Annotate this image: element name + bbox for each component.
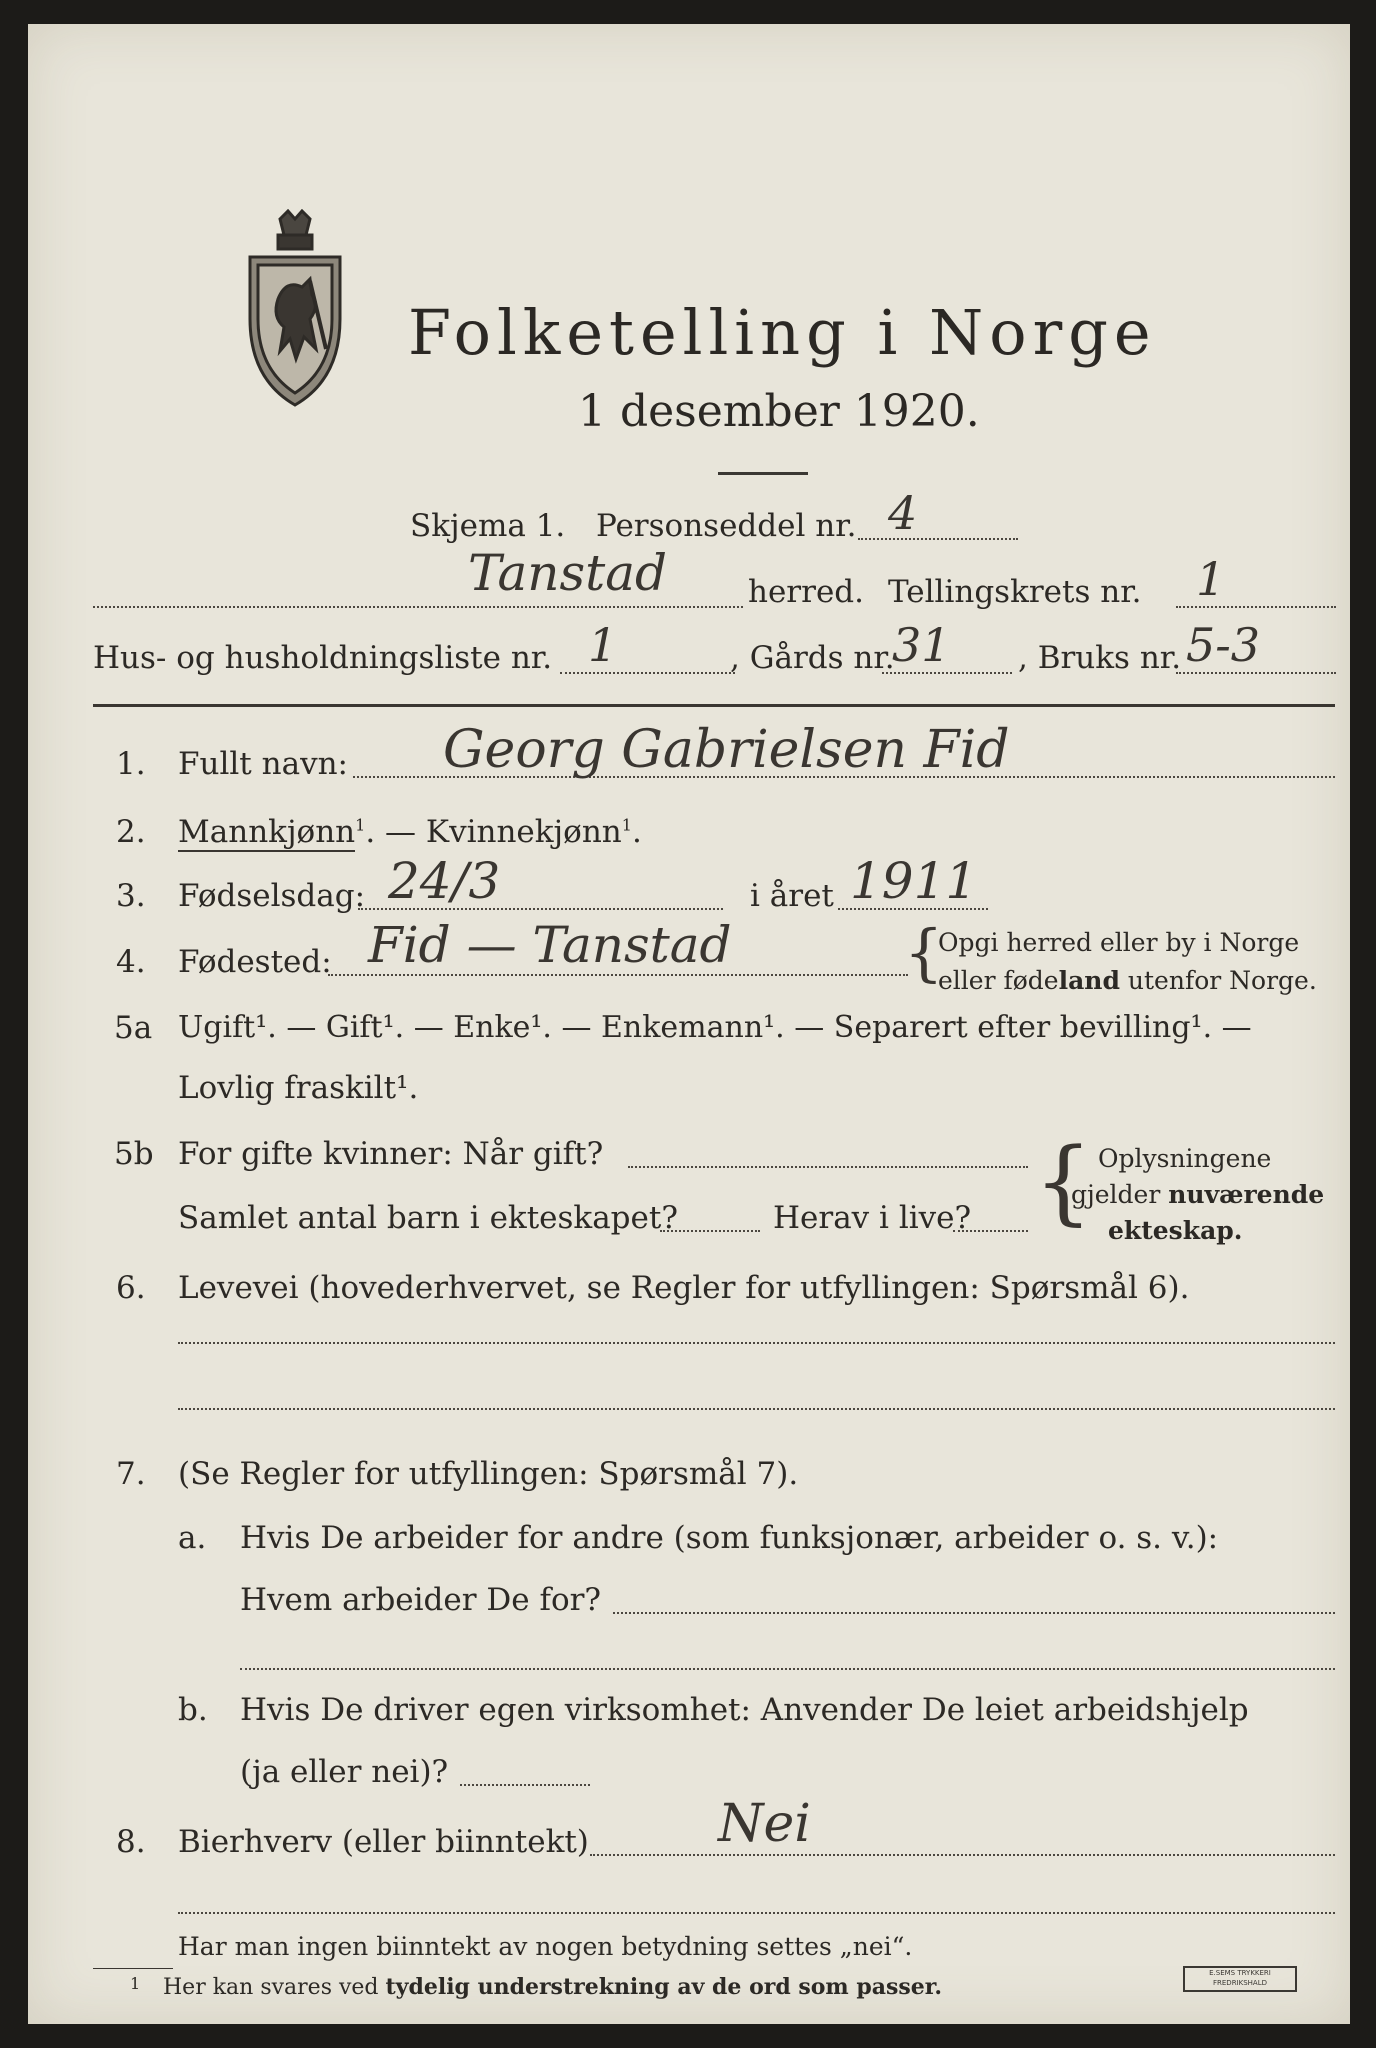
q7b-label: Hvis De driver egen virksomhet: Anvender De leiet arbeidshjelp (240, 1692, 1249, 1728)
bruks-value[interactable]: 5-3 (1186, 618, 1261, 672)
schema-label: Skjema 1. (410, 508, 566, 544)
q5b-number: 5b (114, 1136, 154, 1172)
q5b-married-label: For gifte kvinner: Når gift? (178, 1136, 604, 1172)
q7-label: (Se Regler for utfyllingen: Spørsmål 7). (178, 1456, 799, 1492)
q3-year-value[interactable]: 1911 (850, 852, 978, 910)
q5b-children-label: Samlet antal barn i ekteskapet? (178, 1200, 678, 1236)
q4-brace: { (904, 916, 944, 989)
page-title: Folketelling i Norge (408, 296, 1157, 369)
tellingskrets-label: Tellingskrets nr. (888, 574, 1142, 610)
q3-label: Fødselsdag: (178, 878, 366, 914)
q2-female-option[interactable]: Kvinnekjønn (425, 814, 622, 850)
herred-value[interactable]: Tanstad (468, 544, 668, 602)
q8-label: Bierhverv (eller biinntekt) (178, 1824, 589, 1860)
q8-answer-line-2[interactable] (178, 1912, 1335, 1914)
q5b-alive-label: Herav i live? (773, 1200, 972, 1236)
header-separator (93, 704, 1335, 707)
q3-number: 3. (116, 878, 146, 914)
q5b-married-line (628, 1166, 1028, 1168)
q5a-number: 5a (114, 1010, 153, 1046)
gards-value[interactable]: 31 (892, 618, 951, 672)
personseddel-value[interactable]: 4 (888, 486, 918, 540)
q5b-note-line3: ekteskap. (1108, 1216, 1243, 1245)
bruks-line (1176, 672, 1336, 674)
census-date: 1 desember 1920. (578, 386, 980, 437)
herred-line (93, 606, 743, 608)
q4-note-line2: eller fødeland utenfor Norge. (938, 966, 1317, 995)
q5b-note-line1: Oplysningene (1098, 1144, 1272, 1173)
tellingskrets-line (1176, 606, 1336, 608)
gards-label: , Gårds nr. (730, 640, 895, 676)
q4-label: Fødested: (178, 944, 332, 980)
q7b-label-2: (ja eller nei)? (240, 1754, 449, 1790)
q8-answer-line-1 (590, 1854, 1335, 1856)
q1-number: 1. (116, 746, 146, 782)
q6-number: 6. (116, 1270, 146, 1306)
q5a-marital-options-2[interactable]: Lovlig fraskilt¹. (178, 1070, 419, 1106)
q2-number: 2. (116, 814, 146, 850)
norway-coat-of-arms-icon (240, 209, 350, 409)
q7a-label: Hvis De arbeider for andre (som funksjonær, arbeider o. s. v.): (240, 1520, 1219, 1556)
q1-full-name-value[interactable]: Georg Gabrielsen Fid (443, 720, 1010, 780)
title-divider (718, 472, 808, 475)
tellingskrets-value[interactable]: 1 (1196, 552, 1226, 606)
herred-label: herred. (748, 574, 864, 610)
q7a-letter: a. (178, 1520, 207, 1556)
census-form-sheet (28, 24, 1350, 2024)
q7b-answer-line[interactable] (460, 1784, 590, 1786)
q3-birthday-value[interactable]: 24/3 (388, 852, 501, 910)
q5b-children-line (660, 1230, 760, 1232)
footnote-mark: 1 (130, 1974, 141, 1993)
q7a-label-2: Hvem arbeider De for? (240, 1582, 602, 1618)
footnote-rule (93, 1968, 173, 1969)
gards-line (882, 672, 1012, 674)
q2-male-option[interactable]: Mannkjønn (178, 814, 356, 850)
q5b-alive-line (953, 1230, 1028, 1232)
hus-label: Hus- og husholdningsliste nr. (93, 640, 553, 676)
q2-end: . (631, 814, 642, 850)
q4-line (328, 974, 908, 976)
q7a-answer-line-2[interactable] (240, 1668, 1335, 1670)
personseddel-label: Personseddel nr. (596, 508, 857, 544)
q5b-brace: { (1034, 1128, 1093, 1235)
q8-note: Har man ingen biinntekt av nogen betydning settes „nei“. (178, 1932, 913, 1961)
q2-separator: . — (365, 814, 426, 850)
q6-answer-line-1[interactable] (178, 1342, 1335, 1344)
q7-number: 7. (116, 1456, 146, 1492)
q3-year-label: i året (750, 878, 834, 914)
printer-stamp: E.SEMS TRYKKERI FREDRIKSHALD (1183, 1966, 1297, 1992)
q4-number: 4. (116, 944, 146, 980)
q5a-marital-options[interactable]: Ugift¹. — Gift¹. — Enke¹. — Enkemann¹. — Separert efter bevilling¹. — (178, 1010, 1252, 1045)
hus-value[interactable]: 1 (588, 618, 618, 672)
q1-label: Fullt navn: (178, 746, 348, 782)
personseddel-line (858, 538, 1018, 540)
q8-number: 8. (116, 1824, 146, 1860)
q4-note-line1: Opgi herred eller by i Norge (938, 928, 1300, 957)
q7a-answer-line-1[interactable] (613, 1612, 1335, 1614)
q6-answer-line-2[interactable] (178, 1408, 1335, 1410)
bruks-label: , Bruks nr. (1018, 640, 1182, 676)
q2-sex-options: Mannkjønn$^1$. — Kvinnekjønn$^1$. (178, 814, 642, 850)
q4-birthplace-value[interactable]: Fid — Tanstad (368, 916, 732, 974)
q8-value[interactable]: Nei (718, 1794, 811, 1854)
hus-line (560, 672, 735, 674)
q5b-note-line2: gjelder nuværende (1071, 1180, 1325, 1209)
q6-label: Levevei (hovederhvervet, se Regler for utfyllingen: Spørsmål 6). (178, 1270, 1190, 1306)
footnote-text: Her kan svares ved tydelig understrekning av de ord som passer. (163, 1974, 943, 2000)
q7b-letter: b. (178, 1692, 208, 1728)
